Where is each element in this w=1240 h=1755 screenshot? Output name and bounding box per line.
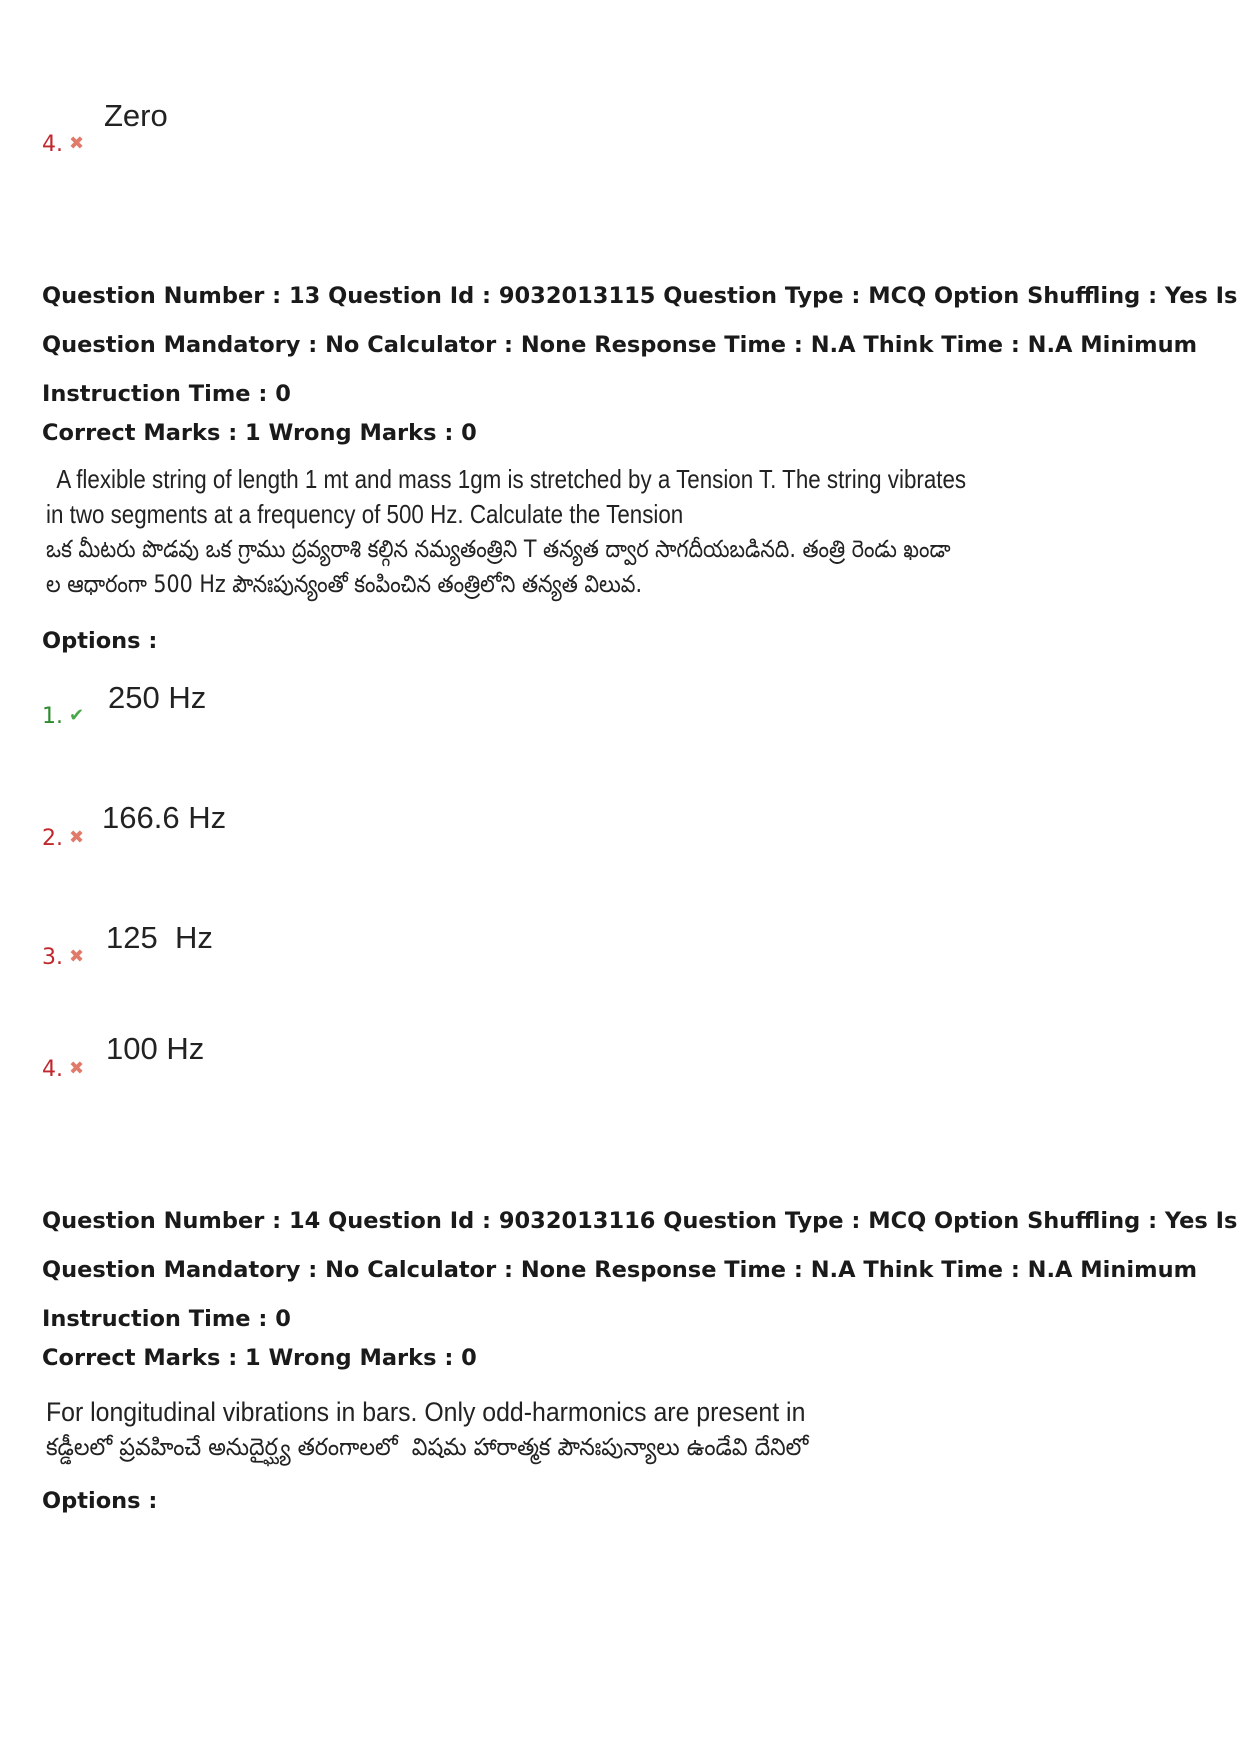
q13-option-1	[42, 704, 84, 730]
q13-option-4-text: 100 Hz	[106, 1031, 205, 1066]
cross-icon: ✖	[69, 133, 85, 154]
q14-question-text	[46, 1395, 808, 1465]
q13-marks: Correct Marks : 1 Wrong Marks : 0	[42, 420, 477, 446]
q13-option-3-text: 125 Hz	[106, 920, 213, 955]
q14-marks: Correct Marks : 1 Wrong Marks : 0	[42, 1345, 477, 1371]
q13-option-4-text-wrapper	[106, 1031, 204, 1067]
q13-options-label: Options :	[42, 628, 158, 654]
q13-meta-line-3: Instruction Time : 0	[42, 381, 291, 407]
q13-option-1-text-wrapper	[108, 680, 206, 716]
q13-question-line-3: ఒక మీటరు పొడవు ఒక గ్రాము ద్రవ్యరాశి కల్గిన నమ్యతంత్రిని T తన్యత ద్వార సాగదీయబడినది. తంత్రి రెండు ఖండా	[46, 535, 951, 563]
q13-question-line-1: A flexible string of length 1 mt and mass 1gm is stretched by a Tension T. The string vibrates	[56, 464, 967, 494]
cross-icon: ✖	[69, 946, 85, 967]
q13-option-2-text-wrapper	[102, 800, 226, 836]
q13-option-4-number: 4.	[42, 1057, 63, 1082]
q13-option-3-number: 3.	[42, 945, 63, 970]
check-icon: ✔	[69, 705, 85, 726]
q13-meta	[42, 272, 1238, 419]
cross-icon: ✖	[69, 1058, 85, 1079]
q13-option-3	[42, 945, 84, 971]
prev-option-4-text-wrapper	[104, 98, 168, 134]
prev-option-4	[42, 132, 84, 158]
q14-meta-line-1: Question Number : 14 Question Id : 9032013116 Question Type : MCQ Option Shuffling : Yes Is	[42, 1208, 1238, 1234]
q13-option-4	[42, 1057, 84, 1083]
q14-options-label: Options :	[42, 1488, 158, 1514]
q13-question-text	[46, 462, 966, 602]
prev-option-4-text: Zero	[104, 98, 168, 133]
q13-meta-line-1: Question Number : 13 Question Id : 9032013115 Question Type : MCQ Option Shuffling : Yes Is	[42, 283, 1238, 309]
q14-meta-line-2: Question Mandatory : No Calculator : None Response Time : N.A Think Time : N.A Minimum	[42, 1257, 1198, 1283]
q14-meta	[42, 1197, 1238, 1344]
q14-question-line-2: కడ్డీలలో ప్రవహించే అనుదైర్ఘ్య తరంగాలలో విషమ హారాత్మక పౌనఃపున్యాలు ఉండేవి దేనిలో	[46, 1433, 809, 1461]
q13-option-2-number: 2.	[42, 826, 63, 851]
q14-meta-line-3: Instruction Time : 0	[42, 1306, 291, 1332]
q14-question-line-1: For longitudinal vibrations in bars. Only odd-harmonics are present in	[46, 1397, 806, 1427]
prev-option-4-number: 4.	[42, 132, 63, 157]
q13-option-2	[42, 826, 84, 852]
q13-meta-line-2: Question Mandatory : No Calculator : None Response Time : N.A Think Time : N.A Minimum	[42, 332, 1198, 358]
q13-question-line-4: ల ఆధారంగా 500 Hz పౌనఃపున్యంతో కంపించిన తంత్రిలోని తన్యత విలువ.	[46, 570, 643, 598]
q13-option-1-text: 250 Hz	[108, 680, 207, 715]
q13-question-line-2: in two segments at a frequency of 500 Hz. Calculate the Tension	[46, 499, 684, 529]
cross-icon: ✖	[69, 827, 85, 848]
q13-option-2-text: 166.6 Hz	[102, 800, 227, 835]
q13-option-1-number: 1.	[42, 704, 63, 729]
q13-option-3-text-wrapper	[106, 920, 213, 956]
